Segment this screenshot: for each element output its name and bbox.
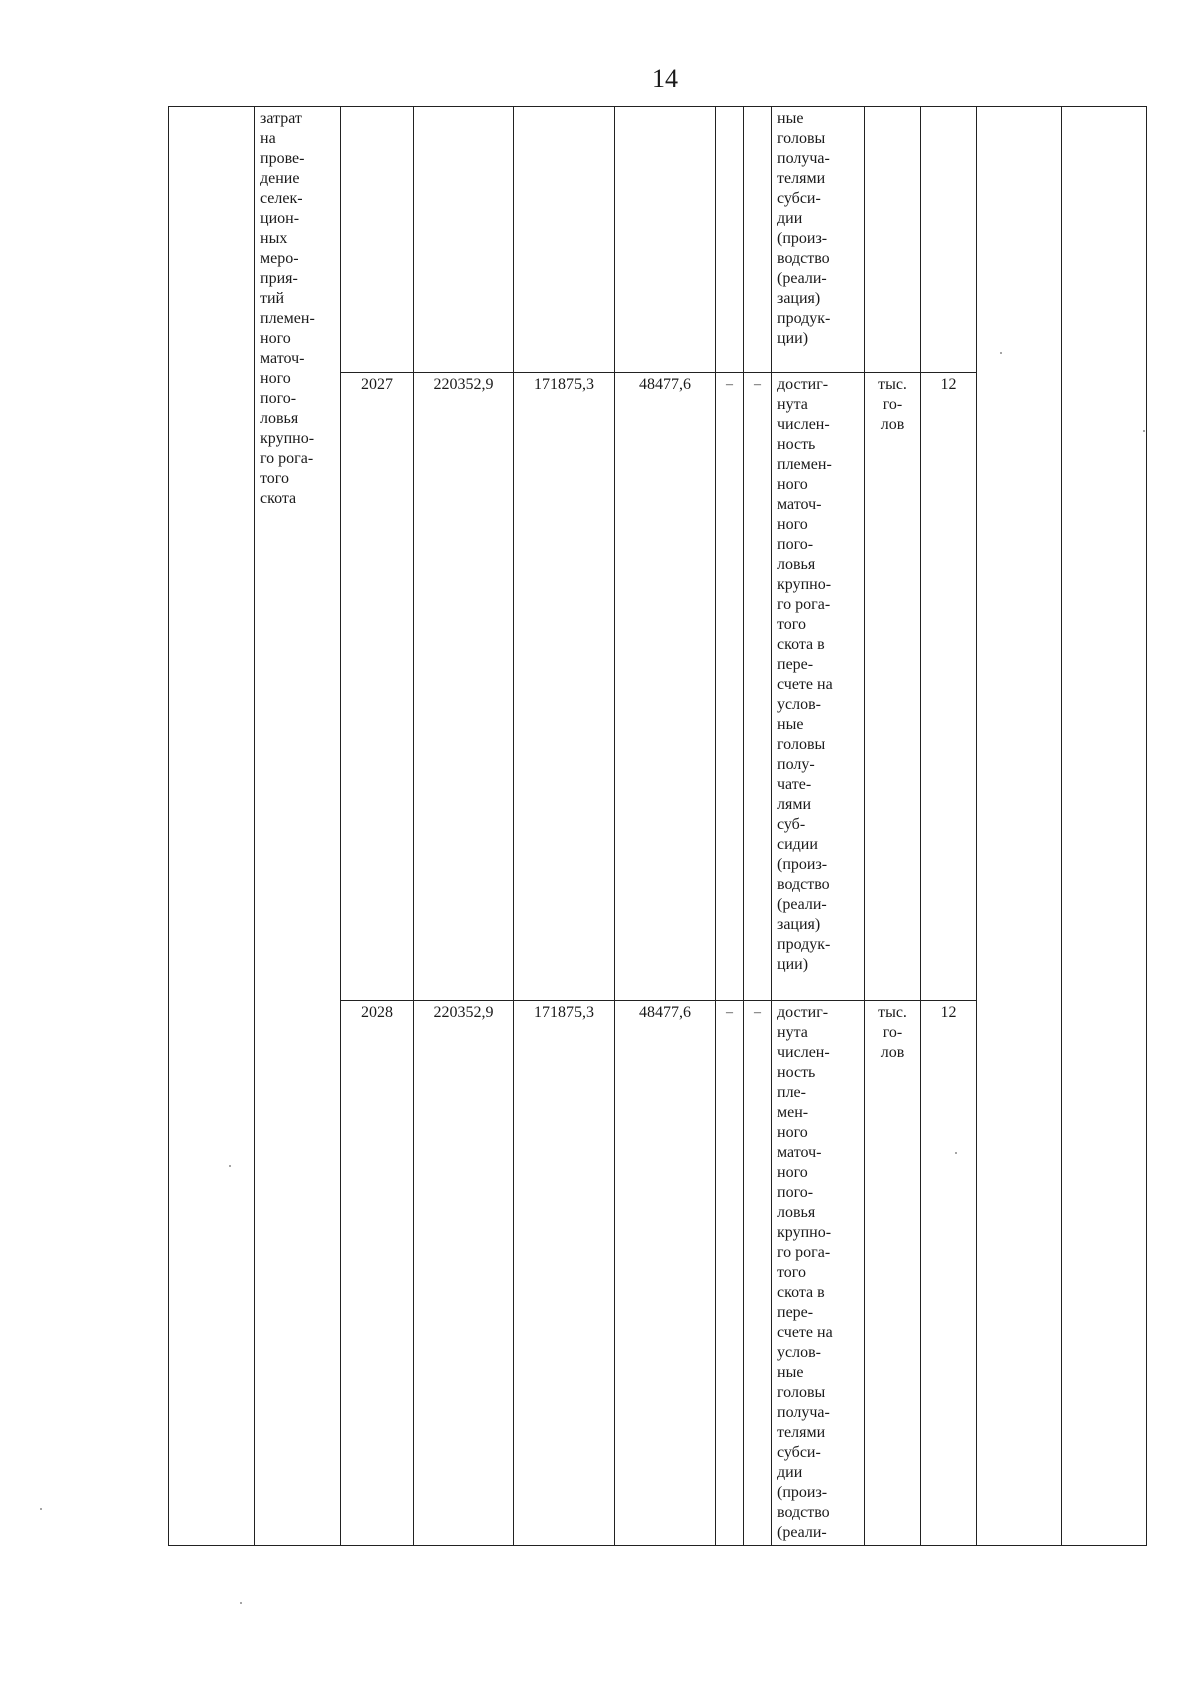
indicator-cell: ные головы получа- телями субси- дии (произ- водство (реали- зация) продук- ции) [772, 107, 865, 373]
dash-cell [744, 107, 772, 373]
dash-cell [716, 107, 744, 373]
indicator-cell: достиг- нута числен- ность пле- мен- ного маточ- ного пого- ловья крупно- го рога- того скота в пере- счете на услов- ные головы получа- телями субси- дии (произ- водство (реали- [772, 1001, 865, 1546]
table-row [169, 107, 1147, 373]
year-cell [341, 107, 414, 373]
federal-cell: 171875,3 [514, 1001, 615, 1546]
blank-cell [1062, 107, 1147, 1546]
scan-speck [240, 1602, 242, 1604]
value-cell: 12 [921, 373, 977, 1001]
document-table-wrapper [168, 106, 1147, 1546]
dash-cell: – [744, 373, 772, 1001]
event-name-cell: затрат на прове- дение селек- цион- ных меро- прия- тий племен- ного маточ- ного пого- ловья крупно- го рога- того скота [255, 107, 341, 1546]
unit-cell [865, 107, 921, 373]
federal-cell: 171875,3 [514, 373, 615, 1001]
federal-cell [514, 107, 615, 373]
regional-cell: 48477,6 [615, 373, 716, 1001]
dash-cell: – [744, 1001, 772, 1546]
scan-speck [955, 1152, 957, 1154]
total-cell [414, 107, 514, 373]
regional-cell [615, 107, 716, 373]
program-table [168, 106, 1147, 1546]
blank-cell [169, 107, 255, 1546]
scan-speck [1143, 430, 1145, 432]
total-cell: 220352,9 [414, 1001, 514, 1546]
dash-cell: – [716, 373, 744, 1001]
total-cell: 220352,9 [414, 373, 514, 1001]
scan-speck [1000, 352, 1002, 354]
unit-cell: тыс. го- лов [865, 1001, 921, 1546]
scan-speck [229, 1165, 231, 1167]
year-cell: 2027 [341, 373, 414, 1001]
year-cell: 2028 [341, 1001, 414, 1546]
page-number: 14 [652, 64, 678, 93]
indicator-cell: достиг- нута числен- ность племен- ного маточ- ного пого- ловья крупно- го рога- того скота в пере- счете на услов- ные головы полу- чате- лями суб- сидии (произ- водство (реали- зация) продук- ции) [772, 373, 865, 1001]
blank-cell [977, 107, 1062, 1546]
unit-cell: тыс. го- лов [865, 373, 921, 1001]
regional-cell: 48477,6 [615, 1001, 716, 1546]
value-cell [921, 107, 977, 373]
dash-cell: – [716, 1001, 744, 1546]
value-cell: 12 [921, 1001, 977, 1546]
scan-speck [40, 1508, 42, 1510]
